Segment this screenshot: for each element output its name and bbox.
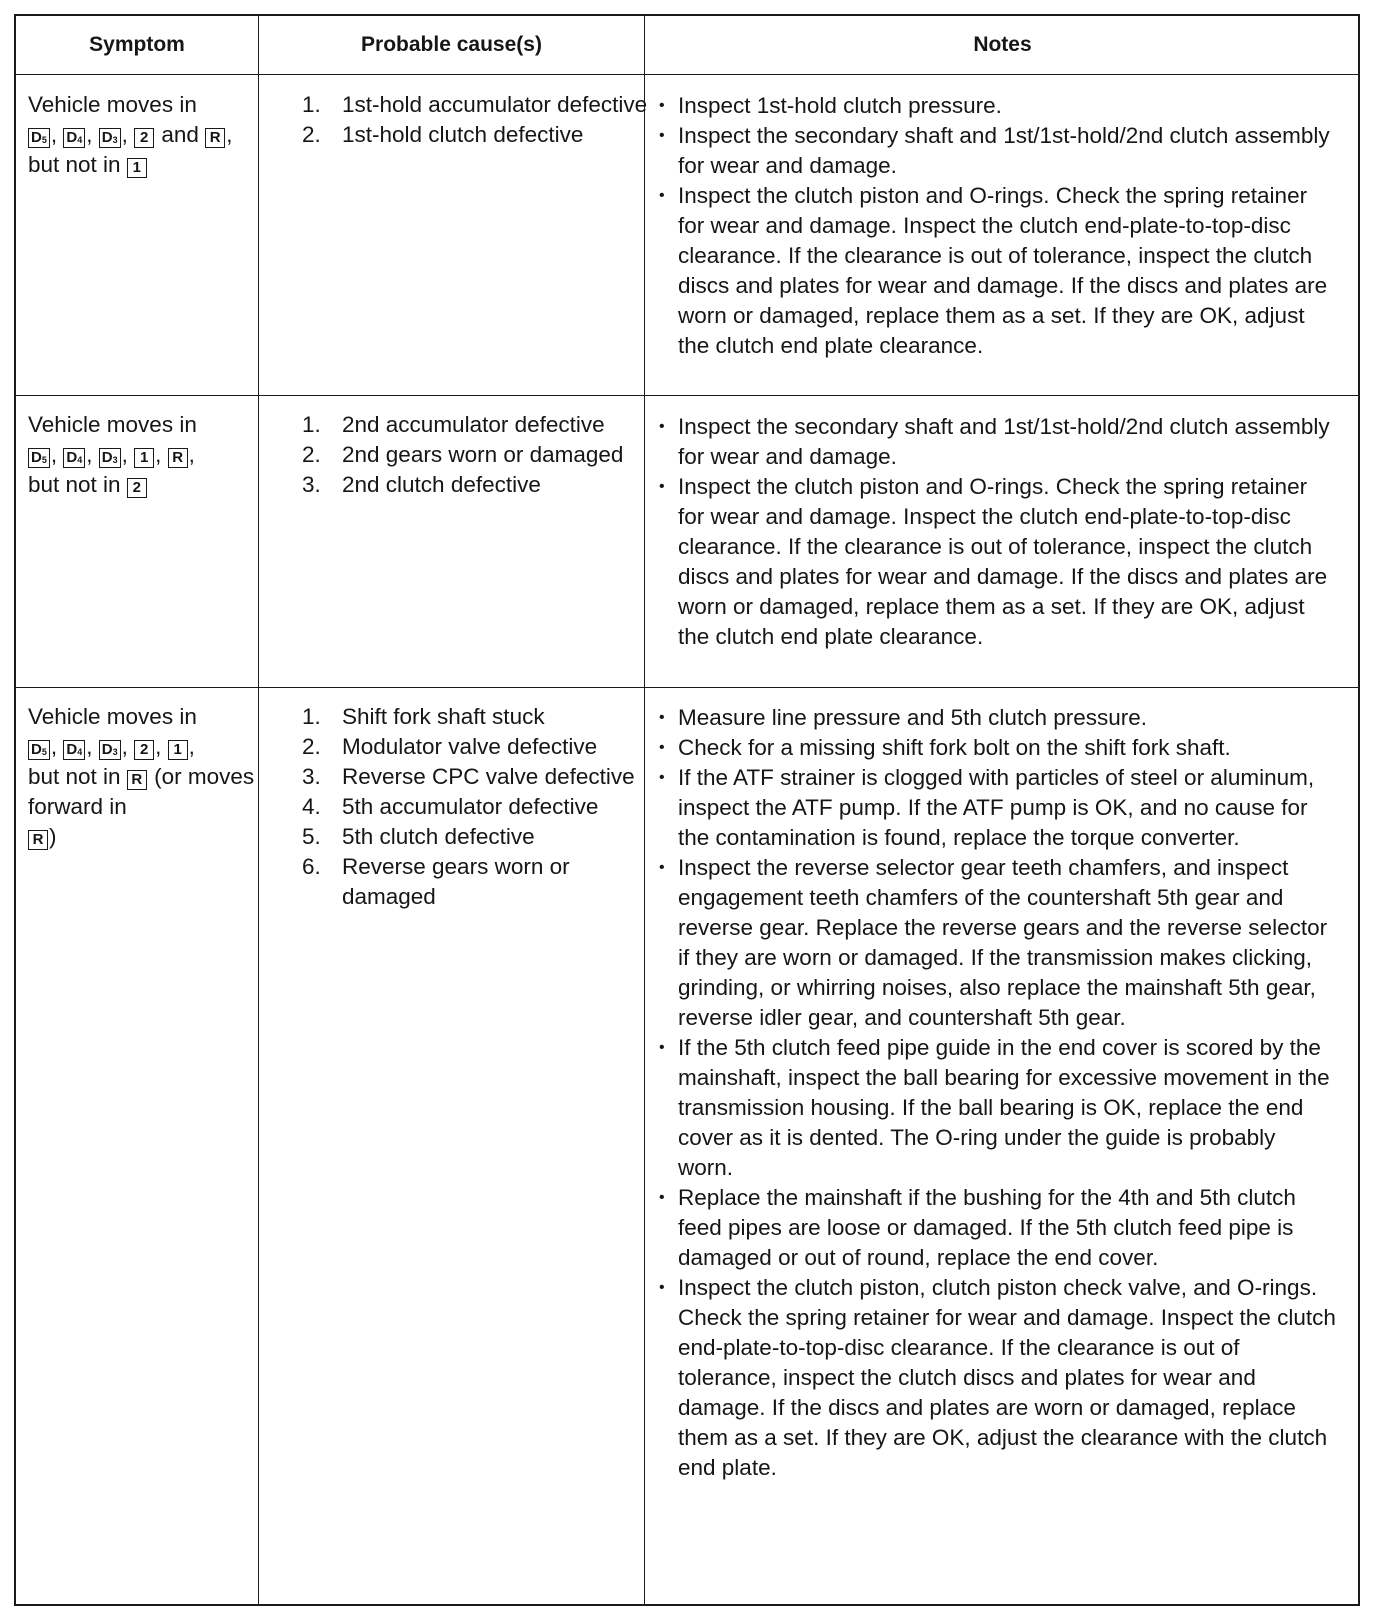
gear-r-icon: R bbox=[168, 448, 188, 468]
gear-2-icon: 2 bbox=[134, 128, 154, 148]
header-symptom: Symptom bbox=[89, 33, 185, 56]
note-item: • If the 5th clutch feed pipe guide in the end cover is scored by the mainshaft, inspect the ball bearing for excessive movement in the transmission housing. If the ball bearing is OK, replace the end cover as it is dented. The O-ring under the guide is probably worn. bbox=[656, 1033, 1336, 1183]
cause-item: 6. Reverse gears worn or damaged bbox=[302, 854, 570, 909]
cause-item: 2. 1st-hold clutch defective bbox=[302, 122, 584, 147]
cause-item: 1. Shift fork shaft stuck bbox=[302, 704, 545, 729]
symptom-lead: Vehicle moves in bbox=[28, 412, 197, 437]
gear-1-icon: 1 bbox=[168, 740, 188, 760]
gear-d3-icon: $D_3$ bbox=[99, 448, 121, 468]
cause-item: 4. 5th accumulator defective bbox=[302, 794, 599, 819]
troubleshooting-table bbox=[14, 14, 1360, 1606]
gear-r-icon: R bbox=[127, 770, 147, 790]
notes-list bbox=[656, 703, 1336, 1483]
gear-d4-icon: $D_4$ bbox=[63, 448, 85, 468]
row-divider bbox=[16, 395, 1358, 396]
cause-item: 2. Modulator valve defective bbox=[302, 734, 598, 759]
cause-item: 1. 1st-hold accumulator defective bbox=[302, 92, 648, 117]
note-item: • Inspect the clutch piston, clutch piston check valve, and O-rings. Check the spring retainer for wear and damage. Inspect the clutch end-plate-to-top-disc clearance. If the clearance is out of tolerance, inspect the clutch discs and plates for wear and damage. If the discs and plates are worn or damaged, replace them as a set. If they are OK, adjust the clearance with the clutch end plate. bbox=[656, 1273, 1336, 1483]
causes-list bbox=[302, 410, 662, 500]
note-item: • Check for a missing shift fork bolt on the shift fork shaft. bbox=[656, 733, 1336, 763]
gear-1-icon: 1 bbox=[134, 448, 154, 468]
note-item: • If the ATF strainer is clogged with particles of steel or aluminum, inspect the ATF pump. If the ATF pump is OK, and no cause for the contamination is found, replace the torque converter. bbox=[656, 763, 1336, 853]
gear-r-icon: R bbox=[28, 830, 48, 850]
header-notes: Notes bbox=[973, 33, 1032, 56]
symptom-and: and bbox=[161, 122, 199, 147]
symptom-not-in: but not in bbox=[28, 764, 121, 789]
gear-d4-icon: $D_4$ bbox=[63, 128, 85, 148]
note-item: • Inspect 1st-hold clutch pressure. bbox=[656, 91, 1336, 121]
cause-item: 3. 2nd clutch defective bbox=[302, 472, 541, 497]
gear-r-icon: R bbox=[205, 128, 225, 148]
symptom-cell: Vehicle moves in $D_5$ , $D_4$ , $D_3$ , 1 , R , but not in 2 bbox=[28, 412, 197, 497]
symptom-cell: Vehicle moves in $D_5$ , $D_4$ , $D_3$ , 2 and R , but not in 1 bbox=[28, 92, 233, 177]
symptom-lead: Vehicle moves in bbox=[28, 92, 197, 117]
note-item: • Measure line pressure and 5th clutch pressure. bbox=[656, 703, 1336, 733]
symptom-or-text: (or moves forward in bbox=[28, 764, 255, 819]
note-item: • Replace the mainshaft if the bushing for the 4th and 5th clutch feed pipes are loose or damaged. If the 5th clutch feed pipe is damaged or out of round, replace the end cover. bbox=[656, 1183, 1336, 1273]
note-item: • Inspect the clutch piston and O-rings. Check the spring retainer for wear and damage. Inspect the clutch end-plate-to-top-disc clearance. If the clearance is out of tolerance, inspect the clutch discs and plates for wear and damage. If the discs and plates are worn or damaged, replace them as a set. If they are OK, adjust the clutch end plate clearance. bbox=[656, 181, 1336, 361]
column-divider bbox=[258, 16, 259, 1604]
note-item: • Inspect the secondary shaft and 1st/1st-hold/2nd clutch assembly for wear and damage. bbox=[656, 412, 1336, 472]
gear-d5-icon: $D_5$ bbox=[28, 740, 50, 760]
symptom-cell: Vehicle moves in $D_5$ , $D_4$ , $D_3$ , 2 , 1 , but not in R (or moves forward in R ) bbox=[28, 704, 255, 849]
gear-d4-icon: $D_4$ bbox=[63, 740, 85, 760]
gear-d3-icon: $D_3$ bbox=[99, 128, 121, 148]
gear-2-icon: 2 bbox=[134, 740, 154, 760]
cause-item: 5. 5th clutch defective bbox=[302, 824, 535, 849]
cause-item: 2. 2nd gears worn or damaged bbox=[302, 442, 624, 467]
cause-item: 3. Reverse CPC valve defective bbox=[302, 764, 635, 789]
symptom-not-in: but not in bbox=[28, 152, 121, 177]
notes-list bbox=[656, 412, 1336, 652]
symptom-lead: Vehicle moves in bbox=[28, 704, 197, 729]
notes-list bbox=[656, 91, 1336, 361]
gear-1-icon: 1 bbox=[127, 158, 147, 178]
note-item: • Inspect the secondary shaft and 1st/1st-hold/2nd clutch assembly for wear and damage. bbox=[656, 121, 1336, 181]
causes-list bbox=[302, 702, 662, 912]
note-item: • Inspect the reverse selector gear teeth chamfers, and inspect engagement teeth chamfers of the countershaft 5th gear and reverse gear. Replace the reverse gears and the reverse selector if they are worn or damaged. If the transmission makes clicking, grinding, or whirring noises, also replace the mainshaft 5th gear, reverse idler gear, and countershaft 5th gear. bbox=[656, 853, 1336, 1033]
symptom-not-in: but not in bbox=[28, 472, 121, 497]
gear-d3-icon: $D_3$ bbox=[99, 740, 121, 760]
cause-item: 1. 2nd accumulator defective bbox=[302, 412, 605, 437]
causes-list bbox=[302, 90, 662, 150]
note-item: • Inspect the clutch piston and O-rings. Check the spring retainer for wear and damage. Inspect the clutch end-plate-to-top-disc clearance. If the clearance is out of tolerance, inspect the clutch discs and plates for wear and damage. If the discs and plates are worn or damaged, replace them as a set. If they are OK, adjust the clutch end plate clearance. bbox=[656, 472, 1336, 652]
row-divider bbox=[16, 687, 1358, 688]
gear-2-icon: 2 bbox=[127, 478, 147, 498]
header-probable-causes: Probable cause(s) bbox=[361, 33, 542, 56]
row-divider bbox=[16, 74, 1358, 75]
gear-d5-icon: $D_5$ bbox=[28, 448, 50, 468]
gear-d5-icon: $D_5$ bbox=[28, 128, 50, 148]
